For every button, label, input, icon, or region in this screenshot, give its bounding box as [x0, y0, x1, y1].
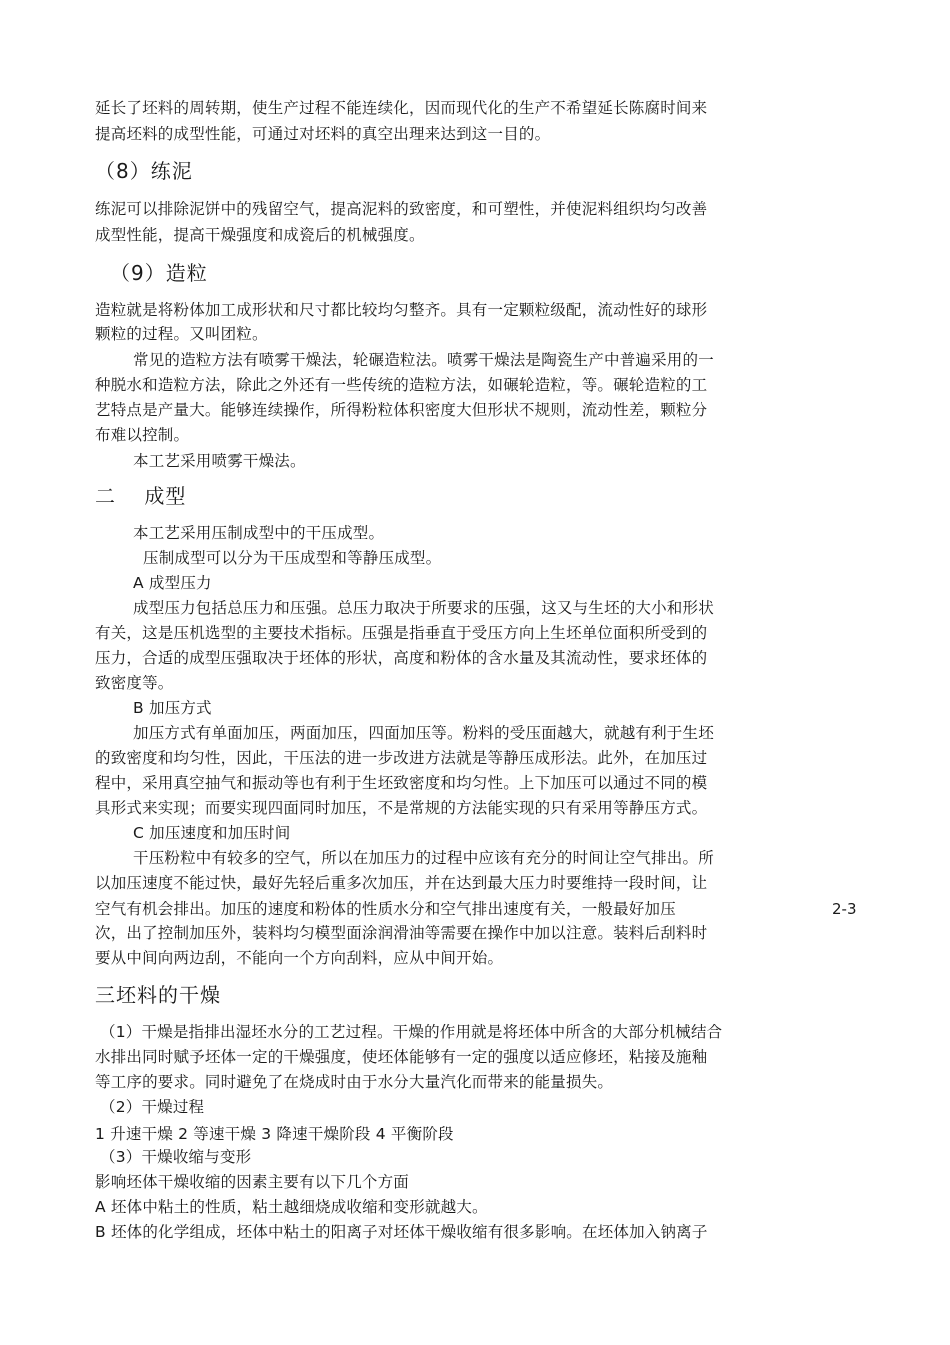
body-text-line: 次，出了控制加压外，装料均匀模型面涂润滑油等需要在操作中加以注意。装料后刮料时	[95, 924, 708, 942]
chapter-heading-drying: 三坯料的干燥	[95, 983, 221, 1007]
body-text-line: 影响坯体干燥收缩的因素主要有以下几个方面	[95, 1173, 410, 1191]
body-text-line: 练泥可以排除泥饼中的残留空气，提高泥料的致密度，和可塑性，并使泥料组织均匀改善	[95, 200, 708, 218]
body-text-line: 要从中间向两边刮，不能向一个方向刮料，应从中间开始。	[95, 949, 504, 967]
body-text-line: 成型性能，提高干燥强度和成瓷后的机械强度。	[95, 226, 425, 244]
body-text-line: 具形式来实现；而要实现四面同时加压，不是常规的方法能实现的只有采用等静压方式。	[95, 799, 708, 817]
body-text-line: 本工艺采用喷雾干燥法。	[133, 452, 306, 470]
subheading-b: B 加压方式	[133, 699, 212, 717]
body-text-line: 干压粉粒中有较多的空气，所以在加压力的过程中应该有充分的时间让空气排出。所	[133, 849, 714, 867]
body-text-line: 艺特点是产量大。能够连续操作，所得粉粒体积密度大但形状不规则，流动性差，颗粒分	[95, 401, 708, 419]
body-text-line: 水排出同时赋予坯体一定的干燥强度，使坯体能够有一定的强度以适应修坯，粘接及施釉	[95, 1048, 708, 1066]
section-heading-8: （8）练泥	[95, 159, 193, 183]
body-text-line: 延长了坯料的周转期，使生产过程不能连续化，因而现代化的生产不希望延长陈腐时间来	[95, 99, 708, 117]
subheading-drying-shrinkage: （3）干燥收缩与变形	[100, 1148, 252, 1166]
body-text-line: 常见的造粒方法有喷雾干燥法，轮碾造粒法。喷雾干燥法是陶瓷生产中普遍采用的一	[133, 351, 714, 369]
body-text-line: 造粒就是将粉体加工成形状和尺寸都比较均匀整齐。具有一定颗粒级配，流动性好的球形	[95, 301, 708, 319]
body-text-line: 的致密度和均匀性，因此，干压法的进一步改进方法就是等静压成形法。此外，在加压过	[95, 749, 708, 767]
section-heading-9: （9）造粒	[110, 261, 208, 285]
body-text-line: 空气有机会排出。加压的速度和粉体的性质水分和空气排出速度有关，一般最好加压	[95, 900, 676, 918]
body-text-line: 压制成型可以分为干压成型和等静压成型。	[143, 549, 442, 567]
body-text-line: B 坯体的化学组成，坯体中粘土的阳离子对坯体干燥收缩有很多影响。在坯体加入钠离子	[95, 1223, 708, 1241]
body-text-line: 等工序的要求。同时避免了在烧成时由于水分大量汽化而带来的能量损失。	[95, 1073, 614, 1091]
body-text-line: 致密度等。	[95, 674, 174, 692]
body-text-line: 本工艺采用压制成型中的干压成型。	[133, 524, 385, 542]
body-text-line: A 坯体中粘土的性质，粘土越细烧成收缩和变形就越大。	[95, 1198, 488, 1216]
body-text-line: 颗粒的过程。又叫团粒。	[95, 325, 268, 343]
subheading-c: C 加压速度和加压时间	[133, 824, 291, 842]
page-number: 2-3	[832, 900, 857, 918]
body-text-line: 1 升速干燥 2 等速干燥 3 降速干燥阶段 4 平衡阶段	[95, 1125, 454, 1143]
subheading-a: A 成型压力	[133, 574, 212, 592]
body-text-line: 以加压速度不能过快，最好先轻后重多次加压，并在达到最大压力时要维持一段时间，让	[95, 874, 708, 892]
body-text-line: 压力，合适的成型压强取决于坯体的形状，高度和粉体的含水量及其流动性，要求坯体的	[95, 649, 708, 667]
body-text-line: （1）干燥是指排出湿坯水分的工艺过程。干燥的作用就是将坯体中所含的大部分机械结合	[100, 1023, 723, 1041]
body-text-line: 成型压力包括总压力和压强。总压力取决于所要求的压强，这又与生坯的大小和形状	[133, 599, 714, 617]
body-text-line: 种脱水和造粒方法，除此之外还有一些传统的造粒方法，如碾轮造粒，等。碾轮造粒的工	[95, 376, 708, 394]
body-text-line: 提高坯料的成型性能，可通过对坯料的真空出理来达到这一目的。	[95, 125, 551, 143]
subheading-drying-process: （2）干燥过程	[100, 1098, 205, 1116]
chapter-heading-forming: 二 成型	[95, 484, 187, 508]
body-text-line: 程中，采用真空抽气和振动等也有利于生坯致密度和均匀性。上下加压可以通过不同的模	[95, 774, 708, 792]
body-text-line: 加压方式有单面加压，两面加压，四面加压等。粉料的受压面越大，就越有利于生坯	[133, 724, 714, 742]
body-text-line: 有关，这是压机选型的主要技术指标。压强是指垂直于受压方向上生坯单位面积所受到的	[95, 624, 708, 642]
body-text-line: 布难以控制。	[95, 426, 190, 444]
